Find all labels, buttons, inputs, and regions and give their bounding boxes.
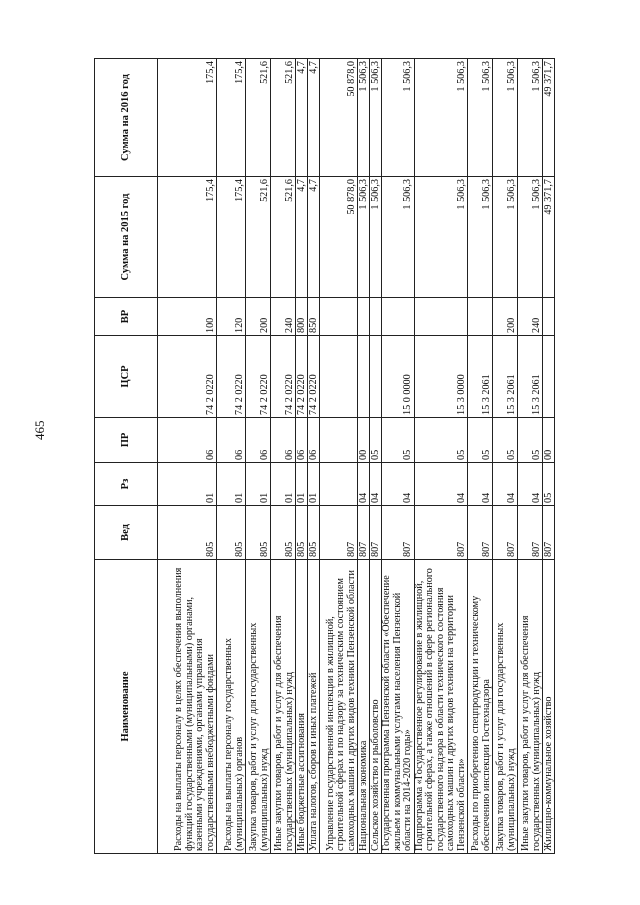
cell-rz: 04 — [518, 463, 543, 506]
cell-pr: 05 — [493, 418, 518, 463]
cell-csr — [358, 336, 370, 418]
cell-csr: 15 3 2061 — [468, 336, 493, 418]
cell-sum-2016: 1 506,3 — [414, 59, 468, 177]
cell-ved: 805 — [246, 506, 271, 560]
cell-name: Иные бюджетные ассигнования — [296, 560, 308, 854]
cell-rz: 04 — [358, 463, 370, 506]
cell-sum-2015: 1 506,3 — [382, 177, 415, 298]
header-sum-2015: Сумма на 2015 год — [95, 177, 158, 298]
cell-sum-2016: 1 506,3 — [382, 59, 415, 177]
cell-vr — [414, 298, 468, 336]
cell-csr: 74 2 0220 — [271, 336, 296, 418]
cell-csr: 74 2 0220 — [246, 336, 271, 418]
cell-name: Управление государственной инспекции в жилищной, строительной сферах и по надзору за техническим состоянием самоходных машин и других видов техники Пензенской области — [320, 560, 358, 854]
cell-name: Закупка товаров, работ и услуг для государственных (муниципальных) нужд — [246, 560, 271, 854]
cell-sum-2015: 1 506,3 — [370, 177, 382, 298]
table-row — [493, 59, 518, 854]
cell-name: Государственная программа Пензенской области «Обеспечение жильем и коммунальными услугами населения Пензенской области на 2014-2020 годы» — [382, 560, 415, 854]
cell-sum-2015: 175,4 — [158, 177, 217, 298]
cell-sum-2015: 4,7 — [296, 177, 308, 298]
cell-vr — [320, 298, 358, 336]
table-row — [271, 59, 296, 854]
cell-sum-2015: 1 506,3 — [468, 177, 493, 298]
cell-pr: 06 — [158, 418, 217, 463]
cell-pr: 06 — [271, 418, 296, 463]
cell-pr: 05 — [468, 418, 493, 463]
cell-rz: 01 — [271, 463, 296, 506]
cell-ved: 807 — [320, 506, 358, 560]
table-row — [518, 59, 543, 854]
table-row — [414, 59, 468, 854]
cell-rz: 04 — [370, 463, 382, 506]
cell-sum-2015: 521,6 — [246, 177, 271, 298]
cell-sum-2016: 521,6 — [246, 59, 271, 177]
cell-ved: 807 — [370, 506, 382, 560]
cell-csr: 15 3 2061 — [518, 336, 543, 418]
cell-rz: 04 — [468, 463, 493, 506]
table-row — [370, 59, 382, 854]
cell-csr — [370, 336, 382, 418]
table-row — [543, 59, 555, 854]
cell-pr: 06 — [296, 418, 308, 463]
cell-vr: 200 — [246, 298, 271, 336]
cell-sum-2016: 1 506,3 — [370, 59, 382, 177]
cell-ved: 807 — [414, 506, 468, 560]
cell-vr — [468, 298, 493, 336]
cell-ved: 807 — [468, 506, 493, 560]
cell-ved: 805 — [271, 506, 296, 560]
cell-vr — [358, 298, 370, 336]
cell-rz: 04 — [382, 463, 415, 506]
cell-csr: 74 2 0220 — [217, 336, 246, 418]
cell-sum-2016: 4,7 — [308, 59, 320, 177]
cell-csr — [543, 336, 555, 418]
cell-name: Расходы на выплаты персоналу в целях обеспечения выполнения функций государственными (муниципальными) органами, казенными учреждениями, органами управления государственными внебюджетными фондами — [158, 560, 217, 854]
table-row — [296, 59, 308, 854]
cell-sum-2016: 50 878,0 — [320, 59, 358, 177]
cell-sum-2015: 175,4 — [217, 177, 246, 298]
header-vr: ВР — [95, 298, 158, 336]
table-row — [468, 59, 493, 854]
cell-sum-2016: 521,6 — [271, 59, 296, 177]
cell-ved: 805 — [158, 506, 217, 560]
cell-pr: 05 — [370, 418, 382, 463]
cell-ved: 805 — [217, 506, 246, 560]
cell-rz: 01 — [246, 463, 271, 506]
cell-sum-2015: 1 506,3 — [358, 177, 370, 298]
table-row — [308, 59, 320, 854]
page-number: 465 — [32, 420, 47, 440]
cell-pr — [320, 418, 358, 463]
table-row — [382, 59, 415, 854]
cell-ved: 807 — [518, 506, 543, 560]
cell-pr: 06 — [308, 418, 320, 463]
cell-csr: 74 2 0220 — [296, 336, 308, 418]
cell-ved: 805 — [296, 506, 308, 560]
cell-vr: 200 — [493, 298, 518, 336]
cell-ved: 807 — [543, 506, 555, 560]
header-pr: ПР — [95, 418, 158, 463]
cell-sum-2015: 1 506,3 — [414, 177, 468, 298]
header-rz: Рз — [95, 463, 158, 506]
cell-name: Уплата налогов, сборов и иных платежей — [308, 560, 320, 854]
cell-pr: 05 — [382, 418, 415, 463]
cell-rz: 01 — [308, 463, 320, 506]
table-header — [95, 59, 158, 854]
cell-csr: 15 0 0000 — [382, 336, 415, 418]
cell-name: Подпрограмма «Государственное регулирование в жилищной, строительной сферах, а также отношений в сфере регионального государственного надзора в области технического состояния самоходных машин и других видов техники на территории Пензенской области» — [414, 560, 468, 854]
header-name: Наименование — [95, 560, 158, 854]
cell-sum-2016: 175,4 — [158, 59, 217, 177]
cell-name: Жилищно-коммунальное хозяйство — [543, 560, 555, 854]
cell-sum-2015: 1 506,3 — [493, 177, 518, 298]
cell-rz — [320, 463, 358, 506]
cell-name: Закупка товаров, работ и услуг для государственных (муниципальных) нужд — [493, 560, 518, 854]
budget-table-container — [94, 59, 584, 854]
cell-name: Национальная экономика — [358, 560, 370, 854]
cell-rz: 04 — [493, 463, 518, 506]
table-row — [358, 59, 370, 854]
cell-vr: 120 — [217, 298, 246, 336]
cell-rz: 01 — [296, 463, 308, 506]
cell-vr: 240 — [271, 298, 296, 336]
cell-pr: 05 — [414, 418, 468, 463]
budget-table — [94, 58, 555, 854]
cell-sum-2016: 175,4 — [217, 59, 246, 177]
cell-pr: 00 — [543, 418, 555, 463]
header-ved: Вед — [95, 506, 158, 560]
cell-ved: 807 — [493, 506, 518, 560]
header-sum-2016: Сумма на 2016 год — [95, 59, 158, 177]
cell-sum-2016: 49 371,7 — [543, 59, 555, 177]
cell-vr: 800 — [296, 298, 308, 336]
cell-pr: 05 — [518, 418, 543, 463]
cell-name: Расходы на выплаты персоналу государственных (муниципальных) органов — [217, 560, 246, 854]
cell-pr: 06 — [246, 418, 271, 463]
cell-rz: 05 — [543, 463, 555, 506]
cell-sum-2015: 50 878,0 — [320, 177, 358, 298]
cell-sum-2016: 1 506,3 — [518, 59, 543, 177]
cell-name: Расходы по приобретению спецпродукции и техническому обеспечению инспекции Гостехнадзора — [468, 560, 493, 854]
cell-sum-2015: 49 371,7 — [543, 177, 555, 298]
table-body — [158, 59, 555, 854]
cell-name: Иные закупки товаров, работ и услуг для обеспечения государственных (муниципальных) нужд — [271, 560, 296, 854]
cell-csr: 15 3 2061 — [493, 336, 518, 418]
cell-sum-2016: 4,7 — [296, 59, 308, 177]
cell-vr: 240 — [518, 298, 543, 336]
cell-vr — [370, 298, 382, 336]
table-row — [246, 59, 271, 854]
cell-vr — [382, 298, 415, 336]
cell-csr: 74 2 0220 — [158, 336, 217, 418]
cell-rz: 01 — [217, 463, 246, 506]
cell-pr: 06 — [217, 418, 246, 463]
cell-name: Сельское хозяйство и рыболовство — [370, 560, 382, 854]
cell-sum-2015: 521,6 — [271, 177, 296, 298]
cell-vr: 100 — [158, 298, 217, 336]
cell-sum-2015: 1 506,3 — [518, 177, 543, 298]
cell-vr — [543, 298, 555, 336]
cell-pr: 00 — [358, 418, 370, 463]
cell-ved: 807 — [382, 506, 415, 560]
cell-rz: 01 — [158, 463, 217, 506]
header-csr: ЦСР — [95, 336, 158, 418]
cell-sum-2016: 1 506,3 — [358, 59, 370, 177]
table-row — [320, 59, 358, 854]
table-row — [217, 59, 246, 854]
cell-ved: 807 — [358, 506, 370, 560]
cell-name: Иные закупки товаров, работ и услуг для обеспечения государственных (муниципальных) нужд — [518, 560, 543, 854]
cell-rz: 04 — [414, 463, 468, 506]
cell-sum-2016: 1 506,3 — [493, 59, 518, 177]
cell-vr: 850 — [308, 298, 320, 336]
cell-sum-2016: 1 506,3 — [468, 59, 493, 177]
cell-csr: 15 3 0000 — [414, 336, 468, 418]
cell-csr: 74 2 0220 — [308, 336, 320, 418]
cell-ved: 805 — [308, 506, 320, 560]
cell-sum-2015: 4,7 — [308, 177, 320, 298]
table-row — [158, 59, 217, 854]
cell-csr — [320, 336, 358, 418]
